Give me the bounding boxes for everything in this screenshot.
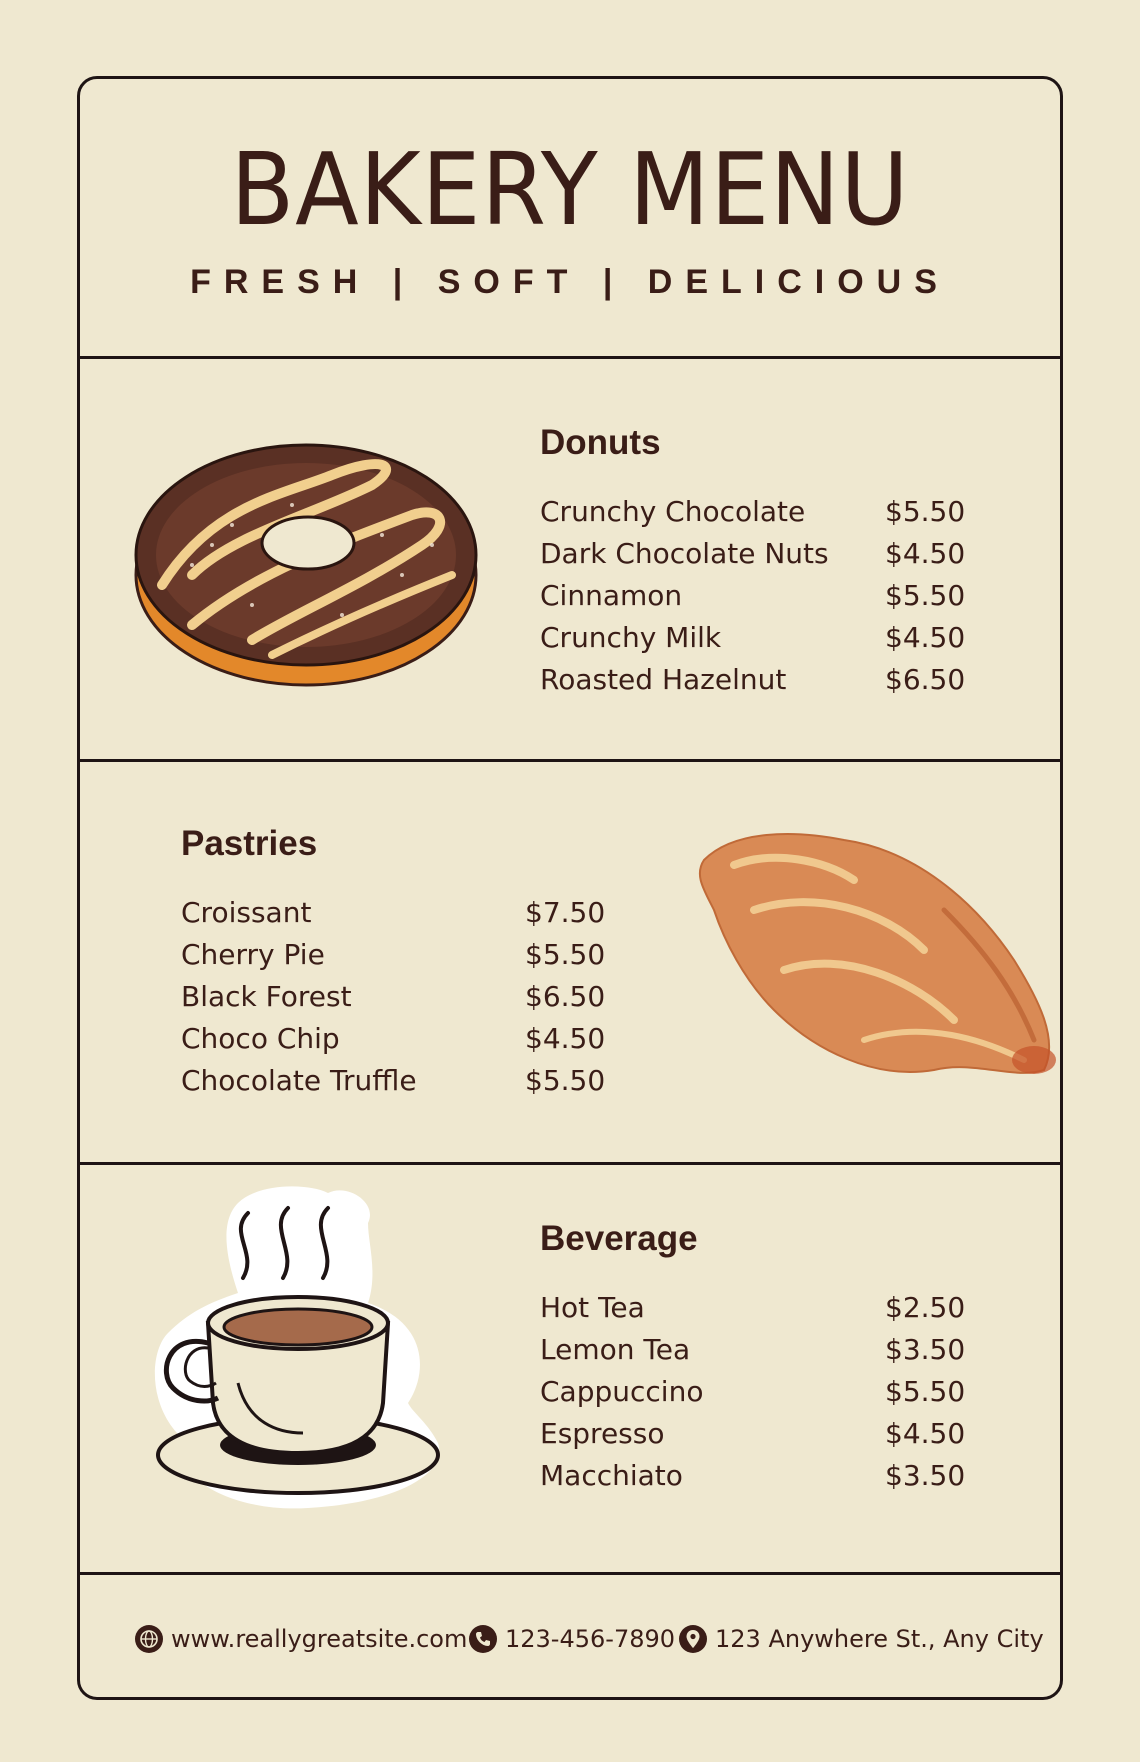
beverage-item-list — [540, 1286, 966, 1496]
list-item — [540, 532, 966, 574]
item-price: $4.50 — [525, 1021, 606, 1055]
phone-icon — [469, 1625, 497, 1653]
list-item — [181, 933, 606, 975]
item-price: $5.50 — [525, 1063, 606, 1097]
section-title-pastries: Pastries — [181, 824, 318, 863]
item-name: Cinnamon — [540, 578, 683, 612]
list-item — [181, 975, 606, 1017]
item-name: Lemon Tea — [540, 1332, 691, 1366]
item-price: $5.50 — [525, 937, 606, 971]
list-item — [540, 616, 966, 658]
pastries-section — [80, 762, 1060, 1162]
item-name: Cherry Pie — [181, 937, 325, 971]
item-price: $3.50 — [885, 1332, 966, 1366]
list-item — [540, 1286, 966, 1328]
item-price: $5.50 — [885, 578, 966, 612]
donuts-item-list — [540, 490, 966, 700]
address-text: 123 Anywhere St., Any City — [715, 1625, 1044, 1653]
item-price: $5.50 — [885, 1374, 966, 1408]
menu-frame — [77, 76, 1063, 1700]
section-title-donuts: Donuts — [540, 423, 661, 462]
coffee-cup-illustration — [128, 1183, 458, 1513]
globe-icon — [135, 1625, 163, 1653]
item-name: Hot Tea — [540, 1290, 645, 1324]
pastries-item-list — [181, 891, 606, 1101]
list-item — [540, 1370, 966, 1412]
item-name: Roasted Hazelnut — [540, 662, 787, 696]
item-price: $5.50 — [885, 494, 966, 528]
menu-header — [80, 79, 1060, 359]
website-link[interactable] — [135, 1625, 467, 1653]
donut-illustration — [132, 425, 482, 695]
list-item — [540, 490, 966, 532]
phone-link[interactable] — [469, 1625, 675, 1653]
item-name: Cappuccino — [540, 1374, 704, 1408]
list-item — [181, 1059, 606, 1101]
item-price: $2.50 — [885, 1290, 966, 1324]
address-link[interactable] — [679, 1625, 1044, 1653]
item-name: Croissant — [181, 895, 312, 929]
contact-footer — [80, 1575, 1060, 1700]
item-name: Macchiato — [540, 1458, 683, 1492]
section-title-beverage: Beverage — [540, 1219, 698, 1258]
phone-text: 123-456-7890 — [505, 1625, 676, 1653]
item-price: $7.50 — [525, 895, 606, 929]
list-item — [181, 1017, 606, 1059]
item-price: $6.50 — [885, 662, 966, 696]
donuts-section — [80, 359, 1060, 759]
list-item — [540, 1454, 966, 1496]
item-name: Dark Chocolate Nuts — [540, 536, 829, 570]
list-item — [540, 1328, 966, 1370]
croissant-illustration — [694, 820, 1060, 1090]
item-price: $4.50 — [885, 1416, 966, 1450]
beverage-section — [80, 1165, 1060, 1575]
tagline: FRESH | SOFT | DELICIOUS — [190, 263, 950, 301]
item-name: Black Forest — [181, 979, 352, 1013]
list-item — [540, 658, 966, 700]
item-price: $6.50 — [525, 979, 606, 1013]
list-item — [540, 1412, 966, 1454]
item-price: $3.50 — [885, 1458, 966, 1492]
item-name: Crunchy Milk — [540, 620, 722, 654]
item-name: Espresso — [540, 1416, 665, 1450]
website-text: www.reallygreatsite.com — [171, 1625, 468, 1653]
list-item — [181, 891, 606, 933]
list-item — [540, 574, 966, 616]
item-name: Chocolate Truffle — [181, 1063, 417, 1097]
location-pin-icon — [679, 1625, 707, 1653]
item-price: $4.50 — [885, 536, 966, 570]
item-name: Crunchy Chocolate — [540, 494, 806, 528]
item-name: Choco Chip — [181, 1021, 340, 1055]
item-price: $4.50 — [885, 620, 966, 654]
page-title: BAKERY MENU — [230, 131, 910, 248]
